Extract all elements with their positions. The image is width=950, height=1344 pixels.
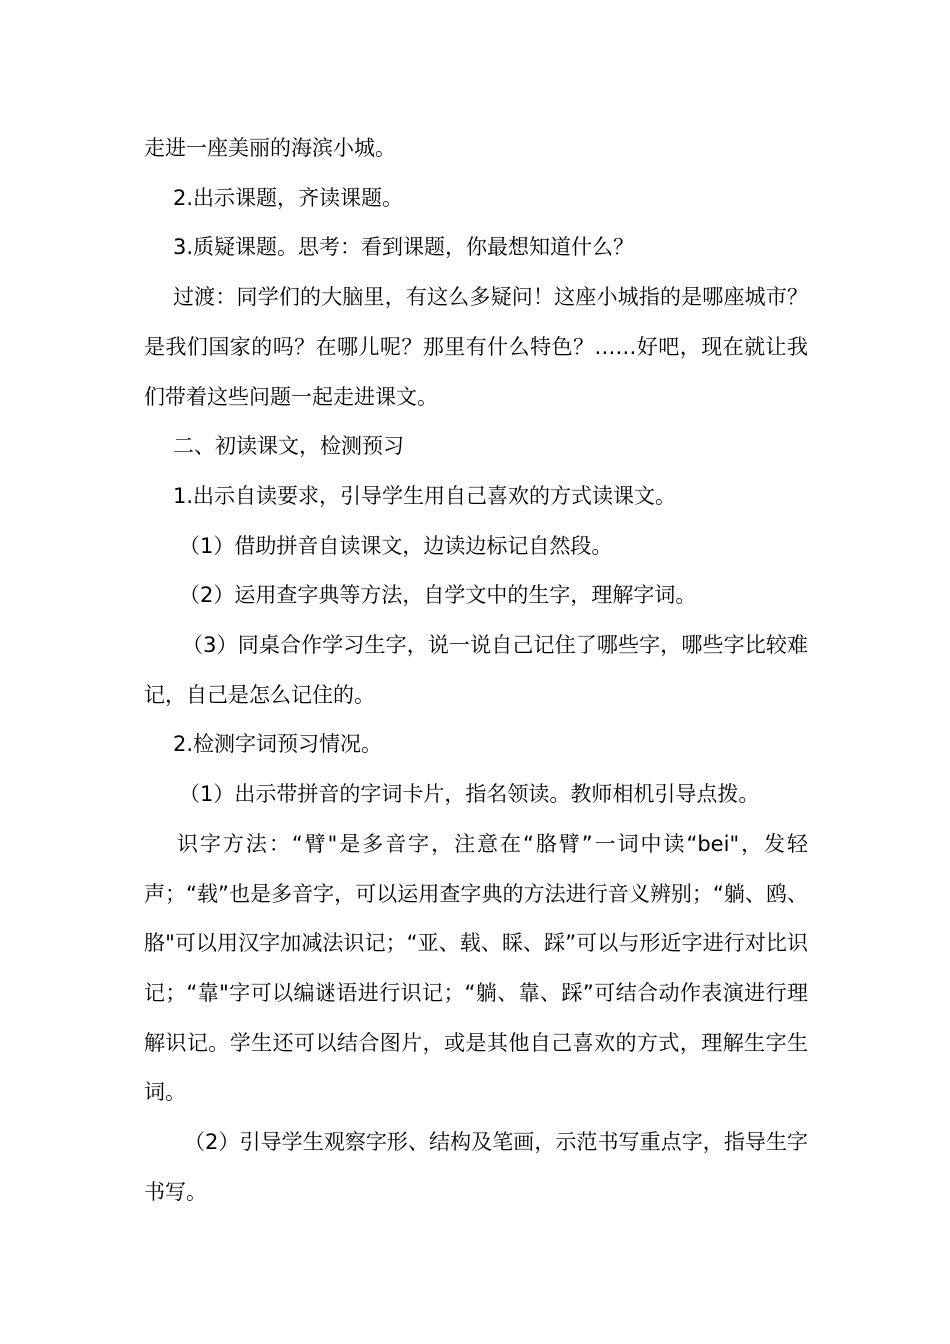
paragraph-word-cards: （1）出示带拼音的字词卡片，指名领读。教师相机引导点拨。	[179, 782, 760, 807]
paragraph-sub-item-1: （1）借助拼音自读课文，边读边标记自然段。	[179, 533, 613, 558]
paragraph-transition: 过渡：同学们的大脑里，有这么多疑问！这座小城指的是哪座城市？是我们国家的吗？在哪儿呢？那里有什么特色？……好吧，现在就让我们带着这些问题一起走进课文。	[144, 285, 808, 409]
paragraph-reading-requirements: 1.出示自读要求，引导学生用自己喜欢的方式读课文。	[173, 483, 677, 508]
paragraph-sub-item-3: （3）同桌合作学习生字，说一说自己记住了哪些字，哪些字比较难记，自己是怎么记住的。	[144, 633, 808, 707]
document-body	[144, 124, 808, 1217]
paragraph-show-title: 2.出示课题，齐读课题。	[173, 185, 404, 210]
paragraph-question-title: 3.质疑课题。思考：看到课题，你最想知道什么？	[173, 235, 635, 260]
paragraph-literacy-methods: 识字方法：“臂"是多音字，注意在“胳臂”一词中读“bei"，发轻声；“载”也是多音字，可以运用查字典的方法进行音义辨别；“躺、鸥、胳"可以用汉字加减法识记；“亚、载、睬、踩”可以与形近字进行对比识记；“靠"字可以编谜语进行识记；“躺、靠、踩”可结合动作表演进行理解识记。学生还可以结合图片，或是其他自己喜欢的方式，理解生字生词。	[144, 831, 808, 1105]
paragraph-check-preview: 2.检测字词预习情况。	[173, 732, 383, 757]
section-heading-first-reading: 二、初读课文，检测预习	[173, 434, 404, 459]
paragraph-writing-guidance: （2）引导学生观察字形、结构及笔画，示范书写重点字，指导生字书写。	[144, 1130, 808, 1204]
paragraph-sub-item-2: （2）运用查字典等方法，自学文中的生字，理解字词。	[179, 583, 697, 608]
paragraph-continuation: 走进一座美丽的海滨小城。	[144, 136, 396, 160]
